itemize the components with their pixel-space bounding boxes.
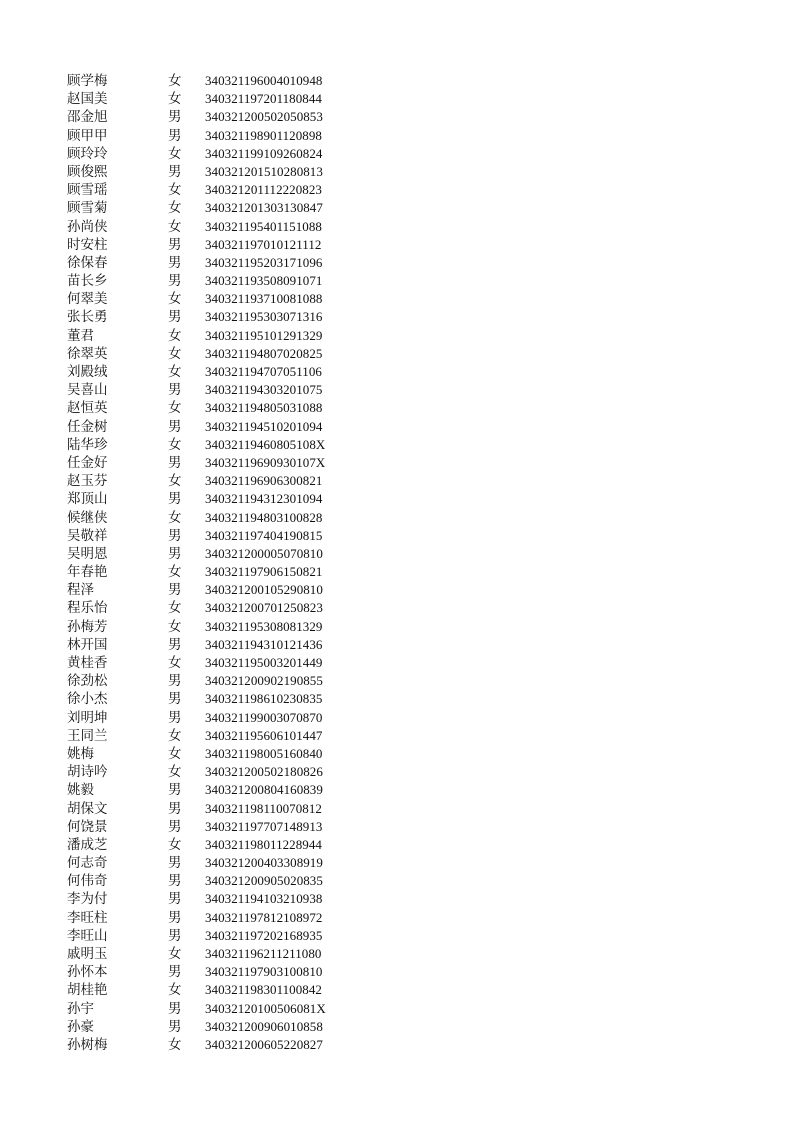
name-cell: 顾玲玲 [67, 145, 108, 162]
table-row [67, 836, 367, 854]
id-number-cell: 340321199109260824 [205, 145, 323, 161]
table-row [67, 327, 367, 345]
table-row [67, 818, 367, 836]
gender-cell: 男 [168, 163, 182, 180]
id-number-cell: 340321200605220827 [205, 1036, 323, 1052]
gender-cell: 女 [168, 345, 182, 362]
table-row [67, 509, 367, 527]
table-row [67, 72, 367, 90]
name-cell: 顾俊熙 [67, 163, 108, 180]
gender-cell: 男 [168, 800, 182, 817]
table-row [67, 272, 367, 290]
gender-cell: 男 [168, 891, 182, 908]
gender-cell: 男 [168, 273, 182, 290]
id-number-cell: 340321194103210938 [205, 891, 323, 907]
gender-cell: 女 [168, 364, 182, 380]
name-cell: 陆华珍 [67, 436, 108, 453]
name-cell: 孙宇 [67, 1000, 94, 1017]
table-row [67, 199, 367, 217]
table-row [67, 745, 367, 763]
id-number-cell: 340321197010121112 [205, 236, 322, 252]
name-cell: 候继侠 [67, 509, 108, 526]
id-number-cell: 340321197202168935 [205, 927, 323, 943]
name-cell: 徐保春 [67, 254, 108, 271]
table-row [67, 618, 367, 636]
table-row [67, 108, 367, 126]
table-row [67, 672, 367, 690]
gender-cell: 女 [168, 655, 182, 671]
id-number-cell: 340321200403308919 [205, 855, 323, 871]
id-number-cell: 340321201510280813 [205, 163, 323, 179]
id-number-cell: 340321195303071316 [205, 309, 323, 325]
name-cell: 程乐怡 [67, 600, 108, 617]
gender-cell: 男 [168, 582, 182, 599]
gender-cell: 女 [168, 745, 182, 762]
id-number-cell: 340321200905020835 [205, 873, 323, 889]
name-cell: 林开国 [67, 636, 108, 653]
table-row [67, 763, 367, 781]
name-cell: 郑顶山 [67, 491, 108, 508]
table-row [67, 890, 367, 908]
name-cell: 年春艳 [67, 564, 108, 581]
gender-cell: 男 [168, 1000, 182, 1017]
gender-cell: 男 [168, 418, 182, 435]
gender-cell: 男 [168, 454, 182, 471]
id-number-cell: 340321194807020825 [205, 345, 323, 361]
gender-cell: 男 [168, 873, 182, 890]
name-cell: 王同兰 [67, 727, 108, 744]
id-number-cell: 340321194303201075 [205, 382, 323, 398]
id-number-cell: 340321197201180844 [205, 91, 322, 107]
id-number-cell: 340321198610230835 [205, 691, 323, 707]
gender-cell: 女 [168, 327, 182, 344]
gender-cell: 男 [168, 491, 182, 508]
table-row [67, 981, 367, 999]
id-number-cell: 340321199003070870 [205, 709, 323, 725]
gender-cell: 女 [168, 764, 182, 781]
table-row [67, 218, 367, 236]
gender-cell: 女 [168, 982, 182, 999]
id-number-cell: 340321195606101447 [205, 727, 323, 743]
id-number-cell: 340321194805031088 [205, 400, 323, 416]
table-row [67, 909, 367, 927]
name-cell: 时安柱 [67, 236, 108, 253]
table-row [67, 709, 367, 727]
table-row [67, 1036, 367, 1054]
gender-cell: 女 [168, 1036, 182, 1053]
id-number-cell: 340321198301100842 [205, 982, 322, 998]
gender-cell: 男 [168, 909, 182, 926]
gender-cell: 女 [168, 946, 182, 962]
name-cell: 黄桂香 [67, 655, 108, 671]
name-cell: 刘殿绒 [67, 364, 108, 380]
table-row [67, 490, 367, 508]
table-row [67, 1018, 367, 1036]
id-number-cell: 340321197707148913 [205, 818, 323, 834]
id-number-cell: 340321200105290810 [205, 582, 323, 598]
table-row [67, 854, 367, 872]
name-cell: 苗长乡 [67, 273, 108, 290]
table-row [67, 436, 367, 454]
name-cell: 何志奇 [67, 855, 108, 872]
gender-cell: 女 [168, 218, 182, 235]
id-number-cell: 340321193710081088 [205, 291, 323, 307]
table-row [67, 636, 367, 654]
table-row [67, 872, 367, 890]
name-cell: 姚毅 [67, 782, 94, 799]
table-row [67, 545, 367, 563]
name-cell: 胡桂艳 [67, 982, 108, 999]
id-number-cell: 340321196211211080 [205, 946, 322, 961]
id-number-cell: 340321198011228944 [205, 836, 322, 852]
table-row [67, 654, 367, 672]
table-row [67, 181, 367, 199]
gender-cell: 男 [168, 782, 182, 799]
id-number-cell: 340321198901120898 [205, 127, 322, 143]
id-number-cell: 340321197906150821 [205, 564, 323, 580]
id-number-cell: 340321201303130847 [205, 200, 323, 216]
gender-cell: 女 [168, 182, 182, 199]
name-cell: 顾雪瑶 [67, 182, 108, 199]
gender-cell: 男 [168, 109, 182, 126]
gender-cell: 女 [168, 509, 182, 526]
name-cell: 李旺柱 [67, 909, 108, 926]
id-number-cell: 34032119460805108X [205, 436, 326, 452]
gender-cell: 男 [168, 309, 182, 326]
table-row [67, 163, 367, 181]
gender-cell: 女 [168, 436, 182, 453]
gender-cell: 男 [168, 691, 182, 708]
name-cell: 任金好 [67, 454, 108, 471]
gender-cell: 女 [168, 473, 182, 490]
id-number-cell: 340321196004010948 [205, 73, 323, 88]
table-row [67, 800, 367, 818]
table-row [67, 308, 367, 326]
gender-cell: 女 [168, 727, 182, 744]
name-cell: 李为付 [67, 891, 108, 908]
id-number-cell: 340321200902190855 [205, 673, 323, 689]
table-row [67, 727, 367, 745]
gender-cell: 女 [168, 73, 182, 89]
table-row [67, 399, 367, 417]
gender-cell: 男 [168, 636, 182, 653]
id-number-cell: 340321200906010858 [205, 1018, 323, 1034]
id-number-cell: 340321197903100810 [205, 964, 323, 980]
name-cell: 徐小杰 [67, 691, 108, 708]
table-row [67, 527, 367, 545]
name-cell: 顾甲甲 [67, 127, 108, 144]
gender-cell: 女 [168, 200, 182, 217]
table-row [67, 236, 367, 254]
table-row [67, 1000, 367, 1018]
id-number-cell: 340321195401151088 [205, 218, 322, 234]
gender-cell: 男 [168, 527, 182, 544]
gender-cell: 女 [168, 145, 182, 162]
table-row [67, 581, 367, 599]
name-cell: 张长勇 [67, 309, 108, 326]
gender-cell: 女 [168, 600, 182, 617]
name-cell: 孙树梅 [67, 1036, 108, 1053]
id-number-cell: 340321194312301094 [205, 491, 323, 507]
table-row [67, 145, 367, 163]
gender-cell: 男 [168, 1018, 182, 1035]
table-row [67, 90, 367, 108]
id-number-cell: 340321194510201094 [205, 418, 323, 434]
name-cell: 何饶景 [67, 818, 108, 835]
table-row [67, 927, 367, 945]
id-number-cell: 340321198005160840 [205, 745, 323, 761]
table-row [67, 690, 367, 708]
table-row [67, 599, 367, 617]
name-cell: 戚明玉 [67, 946, 108, 962]
table-row [67, 345, 367, 363]
name-cell: 赵玉芬 [67, 473, 108, 490]
gender-cell: 男 [168, 236, 182, 253]
name-cell: 胡保文 [67, 800, 108, 817]
table-row [67, 254, 367, 272]
id-number-cell: 340321196906300821 [205, 473, 323, 489]
name-cell: 程泽 [67, 582, 94, 599]
gender-cell: 男 [168, 709, 182, 726]
id-number-cell: 340321200502050853 [205, 109, 323, 125]
gender-cell: 男 [168, 964, 182, 981]
name-cell: 赵恒英 [67, 400, 108, 417]
table-row [67, 945, 367, 963]
gender-cell: 男 [168, 382, 182, 399]
table-row [67, 127, 367, 145]
name-cell: 顾学梅 [67, 73, 108, 89]
id-number-cell: 340321201112220823 [205, 182, 322, 198]
gender-cell: 女 [168, 291, 182, 308]
name-cell: 吴喜山 [67, 382, 108, 399]
id-number-cell: 340321195101291329 [205, 327, 323, 343]
records-table [67, 72, 367, 1054]
name-cell: 何伟奇 [67, 873, 108, 890]
name-cell: 李旺山 [67, 927, 108, 944]
gender-cell: 男 [168, 127, 182, 144]
id-number-cell: 340321197404190815 [205, 527, 323, 543]
name-cell: 徐翠英 [67, 345, 108, 362]
gender-cell: 女 [168, 618, 182, 635]
id-number-cell: 340321194707051106 [205, 364, 322, 379]
name-cell: 胡诗吟 [67, 764, 108, 781]
gender-cell: 女 [168, 564, 182, 581]
gender-cell: 女 [168, 91, 182, 108]
gender-cell: 男 [168, 545, 182, 562]
id-number-cell: 340321200502180826 [205, 764, 323, 780]
table-row [67, 290, 367, 308]
gender-cell: 男 [168, 818, 182, 835]
id-number-cell: 34032120100506081X [205, 1000, 326, 1016]
id-number-cell: 340321195003201449 [205, 655, 323, 670]
id-number-cell: 340321197812108972 [205, 909, 323, 925]
table-row [67, 381, 367, 399]
gender-cell: 男 [168, 927, 182, 944]
gender-cell: 男 [168, 673, 182, 690]
id-number-cell: 340321194310121436 [205, 636, 323, 652]
gender-cell: 男 [168, 254, 182, 271]
name-cell: 刘明坤 [67, 709, 108, 726]
id-number-cell: 340321195203171096 [205, 254, 323, 270]
id-number-cell: 340321200701250823 [205, 600, 323, 616]
table-row [67, 472, 367, 490]
name-cell: 徐劲松 [67, 673, 108, 690]
table-row [67, 363, 367, 381]
name-cell: 赵国美 [67, 91, 108, 108]
id-number-cell: 34032119690930107X [205, 454, 326, 470]
name-cell: 孙怀本 [67, 964, 108, 981]
name-cell: 吴敬祥 [67, 527, 108, 544]
name-cell: 任金树 [67, 418, 108, 435]
id-number-cell: 340321198110070812 [205, 800, 322, 816]
gender-cell: 男 [168, 855, 182, 872]
name-cell: 潘成芝 [67, 836, 108, 853]
name-cell: 顾雪菊 [67, 200, 108, 217]
name-cell: 邵金旭 [67, 109, 108, 126]
gender-cell: 女 [168, 836, 182, 853]
table-row [67, 963, 367, 981]
id-number-cell: 340321195308081329 [205, 618, 323, 634]
table-row [67, 563, 367, 581]
name-cell: 董君 [67, 327, 94, 344]
name-cell: 姚梅 [67, 745, 94, 762]
table-row [67, 454, 367, 472]
name-cell: 孙梅芳 [67, 618, 108, 635]
gender-cell: 女 [168, 400, 182, 417]
name-cell: 孙豪 [67, 1018, 94, 1035]
table-row [67, 418, 367, 436]
id-number-cell: 340321200005070810 [205, 545, 323, 561]
id-number-cell: 340321194803100828 [205, 509, 323, 525]
name-cell: 何翠美 [67, 291, 108, 308]
name-cell: 吴明恩 [67, 545, 108, 562]
name-cell: 孙尚侠 [67, 218, 108, 235]
id-number-cell: 340321200804160839 [205, 782, 323, 798]
table-row [67, 781, 367, 799]
id-number-cell: 340321193508091071 [205, 273, 323, 289]
